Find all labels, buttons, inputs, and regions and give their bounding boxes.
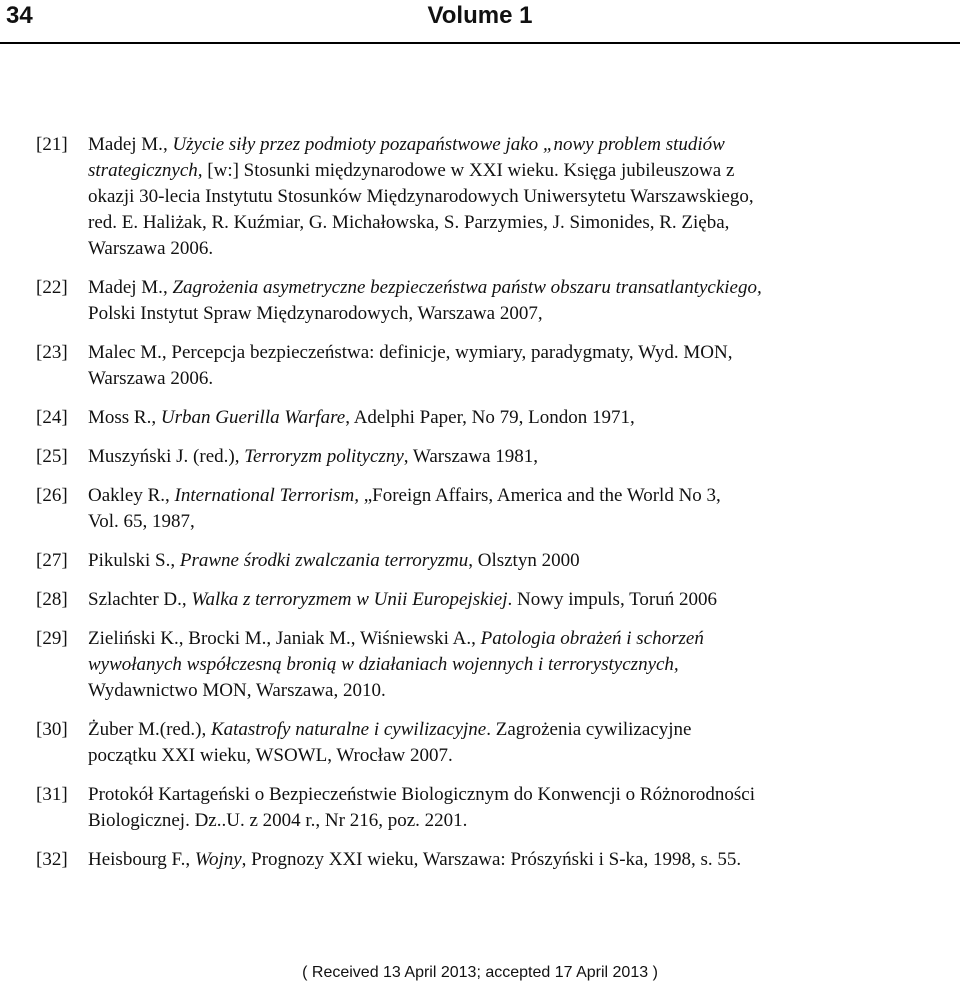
reference-text: , Warszawa 1981, [403,446,539,467]
reference-entry [36,587,936,613]
reference-line [88,236,936,262]
reference-line [88,626,936,652]
reference-entry [36,132,936,262]
reference-text: Biologicznej. Dz..U. z 2004 r., Nr 216, poz. 2201. [88,810,468,831]
reference-text: Malec M. [88,342,162,363]
reference-number: [31] [36,784,68,805]
reference-line [88,366,936,392]
reference-text: , Olsztyn 2000 [468,550,580,571]
reference-entry [36,275,936,327]
reference-entry [36,405,936,431]
reference-text: red. E. Haliżak, R. Kuźmiar, G. Michałowska, S. Parzymies, J. Simonides, R. Zięba, [88,212,730,233]
reference-text: Żuber M.(red.) [88,719,202,740]
reference-text: okazji 30-lecia Instytutu Stosunków Międzynarodowych Uniwersytetu Warszawskiego, [88,186,754,207]
reference-text: , [170,550,180,571]
reference-entry [36,847,936,873]
reference-entry [36,717,936,769]
reference-number: [28] [36,589,68,610]
reference-title-text: International Terrorism, [174,485,359,506]
reference-entry [36,483,936,535]
reference-text: . Zagrożenia cywilizacyjne [486,719,692,740]
reference-text: Madej M. [88,134,163,155]
reference-line [88,444,936,470]
received-note: ( Received 13 April 2013; accepted 17 April 2013 ) [302,964,658,981]
reference-text: „Foreign Affairs, America and the World No 3, [358,485,721,506]
reference-entry [36,548,936,574]
reference-text: Moss R. [88,407,152,428]
reference-title-text: Terroryzm polityczny [244,446,404,467]
reference-text: Wydawnictwo MON, Warszawa, 2010. [88,680,386,701]
reference-text: Madej M. [88,277,163,298]
reference-text: , Adelphi Paper, No 79, London 1971, [345,407,635,428]
reference-number: [24] [36,407,68,428]
reference-number: [30] [36,719,68,740]
reference-line [88,132,936,158]
reference-line [88,184,936,210]
header-rule [0,42,960,44]
reference-line [88,678,936,704]
reference-line [88,405,936,431]
reference-line [88,340,936,366]
reference-entry [36,782,936,834]
reference-title-text: Prawne środki zwalczania terroryzmu [179,550,469,571]
reference-text: Vol. 65, 1987, [88,511,195,532]
reference-line [88,717,936,743]
references-list [36,132,936,886]
reference-number: [22] [36,277,68,298]
reference-text: , [162,277,173,298]
reference-text: Protokół Kartageński o Bezpieczeństwie Biologicznym do Konwencji o Różnorodności [88,784,755,805]
reference-number: [26] [36,485,68,506]
reference-title-text: wywołanych współczesną bronią w działaniach wojennych i terrorystycznych, [88,654,679,675]
reference-title-text: Katastrofy naturalne i cywilizacyjne [210,719,487,740]
reference-text: , [471,628,481,649]
reference-line [88,652,936,678]
reference-text: Warszawa 2006. [88,238,214,259]
reference-title-text: Urban Guerilla Warfare [160,407,346,428]
reference-text: , [201,719,211,740]
reference-line [88,301,936,327]
reference-number: [27] [36,550,68,571]
reference-text: Zieliński K., Brocki M., Janiak M., Wiśniewski A. [88,628,472,649]
reference-text: Pikulski S. [88,550,171,571]
reference-line [88,847,936,873]
reference-line [88,210,936,236]
reference-title-text: Użycie siły przez podmioty pozapaństwowe jako „nowy problem studiów [172,134,725,155]
reference-number: [25] [36,446,68,467]
reference-number: [21] [36,134,68,155]
reference-title-text: Wojny [194,849,242,870]
reference-text: , [151,407,161,428]
reference-text: Szlachter D. [88,589,182,610]
reference-title-text: strategicznych, [88,160,203,181]
reference-text: , [181,589,192,610]
reference-text: Warszawa 2006. [88,368,214,389]
reference-line [88,509,936,535]
reference-line [88,275,936,301]
reference-text: , [234,446,245,467]
reference-line [88,483,936,509]
reference-text: Heisbourg F. [88,849,186,870]
reference-number: [23] [36,342,68,363]
reference-text: Polski Instytut Spraw Międzynarodowych, Warszawa 2007, [88,303,543,324]
reference-number: [32] [36,849,68,870]
reference-entry [36,444,936,470]
reference-text: Oakley R. [88,485,166,506]
reference-text: , [165,485,175,506]
reference-number: [29] [36,628,68,649]
reference-line [88,808,936,834]
reference-text: , [185,849,195,870]
reference-title-text: Walka z terroryzmem w Unii Europejskiej [191,589,508,610]
reference-entry [36,340,936,392]
reference-text: początku XXI wieku, WSOWL, Wrocław 2007. [88,745,453,766]
reference-title-text: Zagrożenia asymetryczne bezpieczeństwa państw obszaru transatlantyckiego, [172,277,762,298]
page-number: 34 [6,2,33,29]
reference-text: , [162,134,173,155]
reference-text: Muszyński J. (red.) [88,446,235,467]
reference-line [88,548,936,574]
volume-title: Volume 1 [427,2,533,29]
reference-line [88,587,936,613]
reference-line [88,743,936,769]
page-header [0,0,960,40]
reference-text: [w:] Stosunki międzynarodowe w XXI wieku. Księga jubileuszowa z [202,160,735,181]
reference-text: . Nowy impuls, Toruń 2006 [507,589,717,610]
reference-text: , Prognozy XXI wieku, Warszawa: Prószyński i S-ka, 1998, s. 55. [241,849,742,870]
reference-line [88,782,936,808]
reference-title-text: Patologia obrażeń i schorzeń [480,628,704,649]
reference-text: , Percepcja bezpieczeństwa: definicje, wymiary, paradygmaty, Wyd. MON, [161,342,733,363]
reference-entry [36,626,936,704]
reference-line [88,158,936,184]
